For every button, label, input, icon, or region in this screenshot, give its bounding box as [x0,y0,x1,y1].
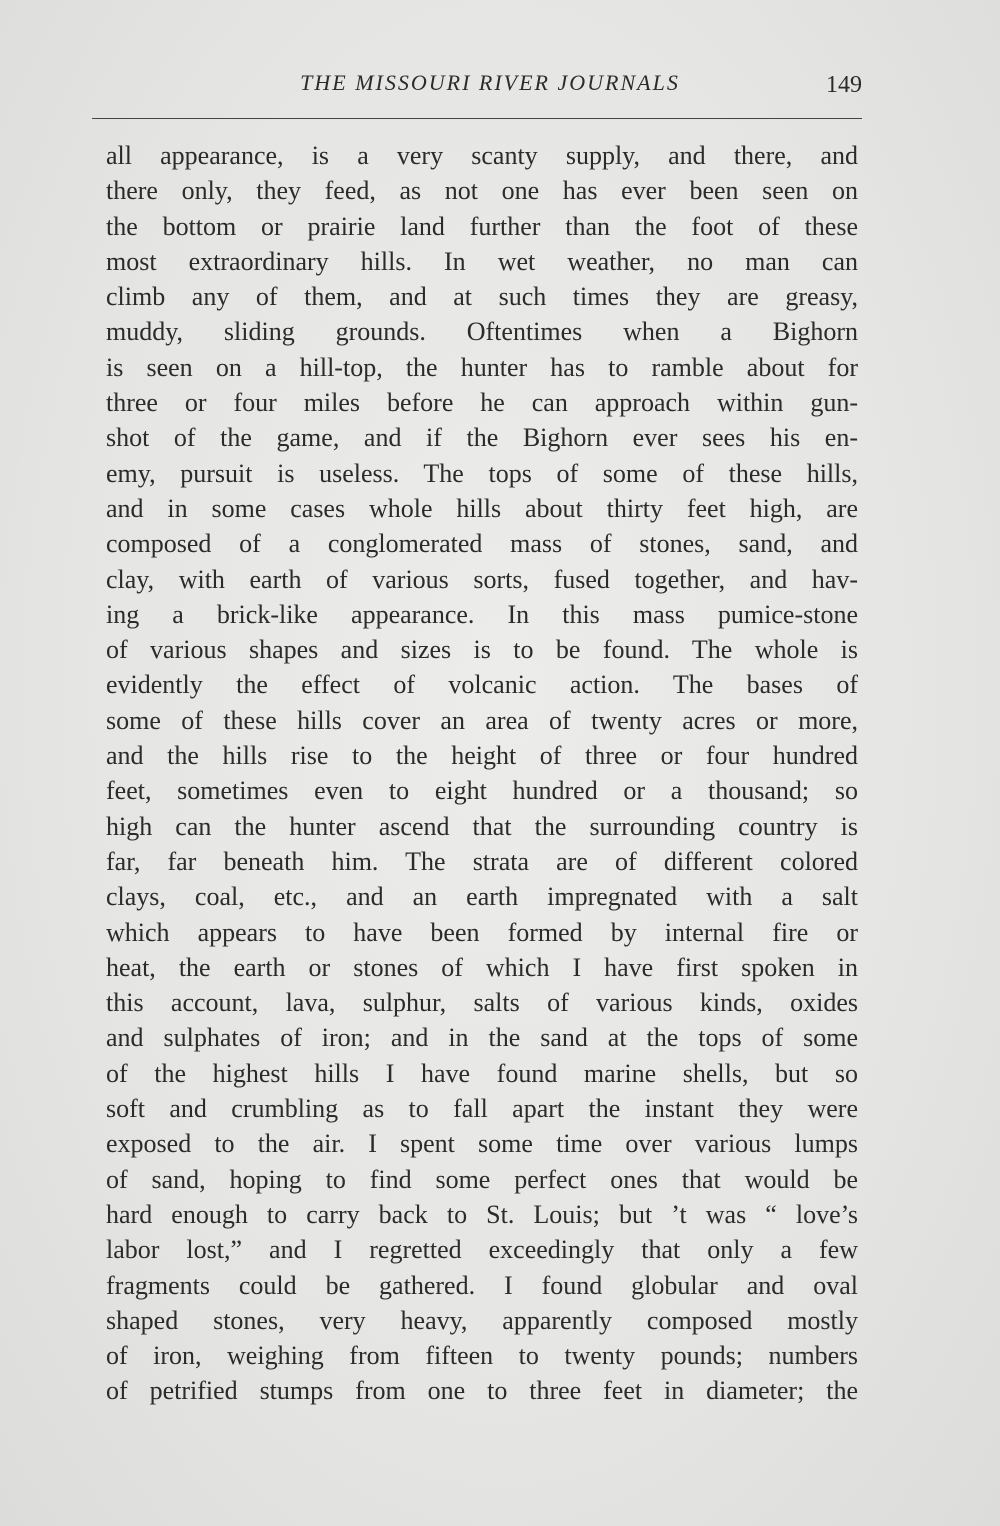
text-line: clays, coal, etc., and an earth impregnated with a salt [106,882,858,912]
text-line: and sulphates of iron; and in the sand at the tops of some [106,1023,858,1053]
text-line: evidently the effect of volcanic action. The bases of [106,670,858,700]
text-line: ing a brick-like appearance. In this mass pumice-stone [106,599,858,629]
text-line: composed of a conglomerated mass of stones, sand, and [106,529,858,559]
text-line: there only, they feed, as not one has ever been seen on [106,176,858,206]
running-head [100,70,870,106]
text-line: far, far beneath him. The strata are of different colored [106,846,858,876]
text-line: fragments could be gathered. I found globular and oval [106,1270,858,1300]
page-number: 149 [826,72,862,98]
text-line: all appearance, is a very scanty supply, and there, and [106,141,858,170]
header-rule [92,118,862,119]
text-line: of petrified stumps from one to three feet in diameter; the [106,1376,858,1406]
text-line: high can the hunter ascend that the surrounding country is [106,811,858,841]
body-text [106,138,858,1409]
text-line: most extraordinary hills. In wet weather, no man can [106,246,858,276]
text-line: and the hills rise to the height of three or four hundred [106,741,858,771]
text-line: which appears to have been formed by internal fire or [106,917,858,947]
text-line: of various shapes and sizes is to be found. The whole is [106,635,858,665]
text-line: labor lost,” and I regretted exceedingly that only a few [106,1235,858,1265]
text-line: this account, lava, sulphur, salts of various kinds, oxides [106,988,858,1018]
text-line: feet, sometimes even to eight hundred or a thousand; so [106,776,858,806]
text-line: three or four miles before he can approach within gun- [106,388,858,418]
text-line: and in some cases whole hills about thirty feet high, are [106,493,858,523]
text-line: shot of the game, and if the Bighorn ever sees his en- [106,423,858,453]
text-line: exposed to the air. I spent some time over various lumps [106,1129,858,1159]
text-line: shaped stones, very heavy, apparently composed mostly [106,1305,858,1335]
text-line: emy, pursuit is useless. The tops of some of these hills, [106,458,858,488]
text-line: soft and crumbling as to fall apart the instant they were [106,1094,858,1124]
text-line: hard enough to carry back to St. Louis; but ’t was “ love’s [106,1199,858,1229]
text-line: of sand, hoping to find some perfect ones that would be [106,1164,858,1194]
text-line: of the highest hills I have found marine shells, but so [106,1058,858,1088]
text-line: some of these hills cover an area of twenty acres or more, [106,705,858,735]
text-line: heat, the earth or stones of which I have first spoken in [106,952,858,982]
text-line: is seen on a hill-top, the hunter has to ramble about for [106,352,858,382]
text-line: clay, with earth of various sorts, fused together, and hav- [106,564,858,594]
text-line: the bottom or prairie land further than the foot of these [106,211,858,241]
text-line: climb any of them, and at such times they are greasy, [106,282,858,312]
text-line: muddy, sliding grounds. Oftentimes when a Bighorn [106,317,858,347]
text-line: of iron, weighing from fifteen to twenty pounds; numbers [106,1341,858,1371]
running-head-title: THE MISSOURI RIVER JOURNALS [300,70,680,95]
